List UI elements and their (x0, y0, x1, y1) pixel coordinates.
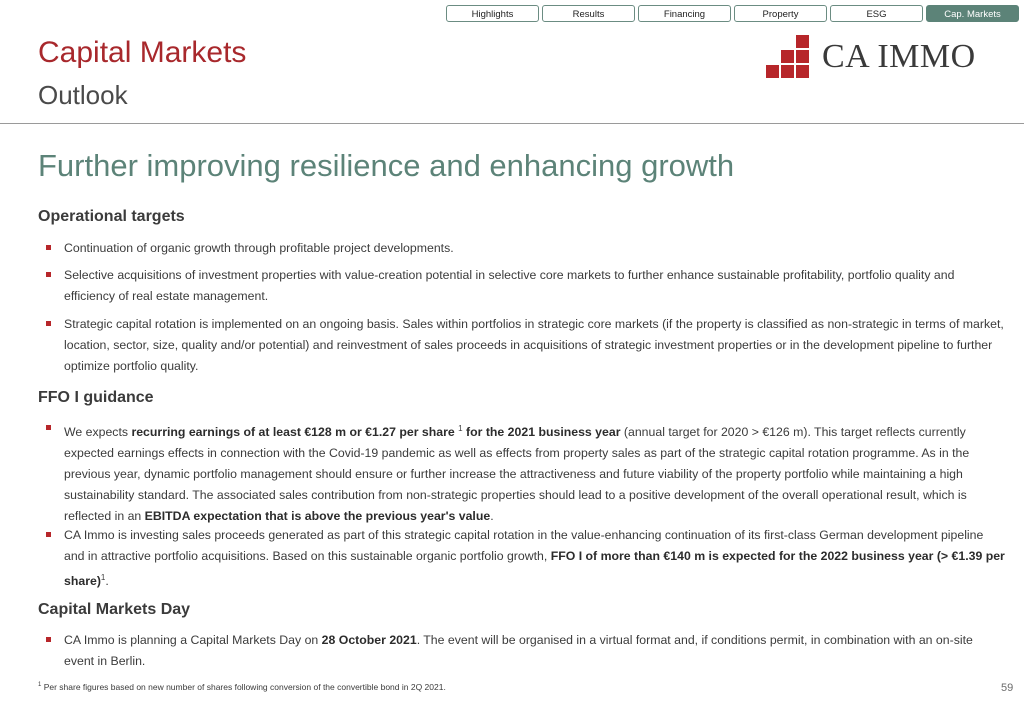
tab-results[interactable]: Results (542, 5, 635, 22)
page-title: Capital Markets (38, 36, 247, 69)
header-divider (0, 123, 1024, 124)
slide-headline: Further improving resilience and enhancing growth (38, 148, 735, 183)
bullet-marker (46, 637, 51, 642)
list-item: Selective acquisitions of investment properties with value-creation potential in selective core markets to further enhance sustainable profitability, portfolio quality and efficiency of real estate management. (46, 265, 1006, 307)
tab-property[interactable]: Property (734, 5, 827, 22)
tab-financing[interactable]: Financing (638, 5, 731, 22)
bullet-marker (46, 321, 51, 326)
top-nav (446, 5, 1022, 22)
list-item: CA Immo is planning a Capital Markets Day on 28 October 2021. The event will be organised in a virtual format and, if conditions permit, in combination with an on-site event in Berlin. (46, 630, 1006, 672)
section-heading-cmd: Capital Markets Day (38, 601, 191, 618)
ca-immo-logo (766, 35, 976, 79)
section-heading-ffo: FFO I guidance (38, 389, 154, 406)
page-subtitle: Outlook (38, 80, 128, 110)
list-item: Strategic capital rotation is implemented on an ongoing basis. Sales within portfolios in strategic core markets (if the property is classified as non-strategic in terms of market, location, sector, size, quality and/or potential) and reinvestment of sales proceeds in acquisitions of strategic investment properties or in the development pipeline to further optimize portfolio quality. (46, 314, 1006, 377)
tab-esg[interactable]: ESG (830, 5, 923, 22)
tab-cap-markets[interactable]: Cap. Markets (926, 5, 1019, 22)
logo-squares-icon (766, 35, 810, 79)
page-number: 59 (1001, 682, 1014, 694)
list-item: We expects recurring earnings of at least €128 m or €1.27 per share $^1$ for the 2021 business year (annual target for 2020 > €126 m). This target reflects currently expected earnings effects in connection with the Covid-19 pandemic as well as effects from property sales as part of the strategic capital rotation programme. As in the previous year, dynamic portfolio management should ensure or further increase the attractiveness and future viability of the property portfolio while maintaining a high sustainability standard. The associated sales contribution from non-strategic properties should lead to a positive development of the overall operational result, which is reflected in an EBITDA expectation that is above the previous year's value. (46, 418, 1006, 527)
bullet-marker (46, 425, 51, 430)
section-heading-operational: Operational targets (38, 208, 185, 225)
logo-text: CA IMMO (822, 38, 976, 75)
list-item: CA Immo is investing sales proceeds generated as part of this strategic capital rotation in the value-enhancing continuation of its first-class German development pipeline and in attractive portfolio acquisitions. Based on this sustainable organic portfolio growth, FFO I of more than €140 m is expected for the 2022 business year (> €1.39 per share)$^1$. (46, 525, 1006, 592)
bullet-marker (46, 532, 51, 537)
bullet-marker (46, 245, 51, 250)
tab-highlights[interactable]: Highlights (446, 5, 539, 22)
list-item: Continuation of organic growth through profitable project developments. (46, 238, 1006, 259)
footnote: $^1$ Per share figures based on new number of shares following conversion of the convertible bond in 2Q 2021. (38, 682, 446, 692)
bullet-marker (46, 272, 51, 277)
